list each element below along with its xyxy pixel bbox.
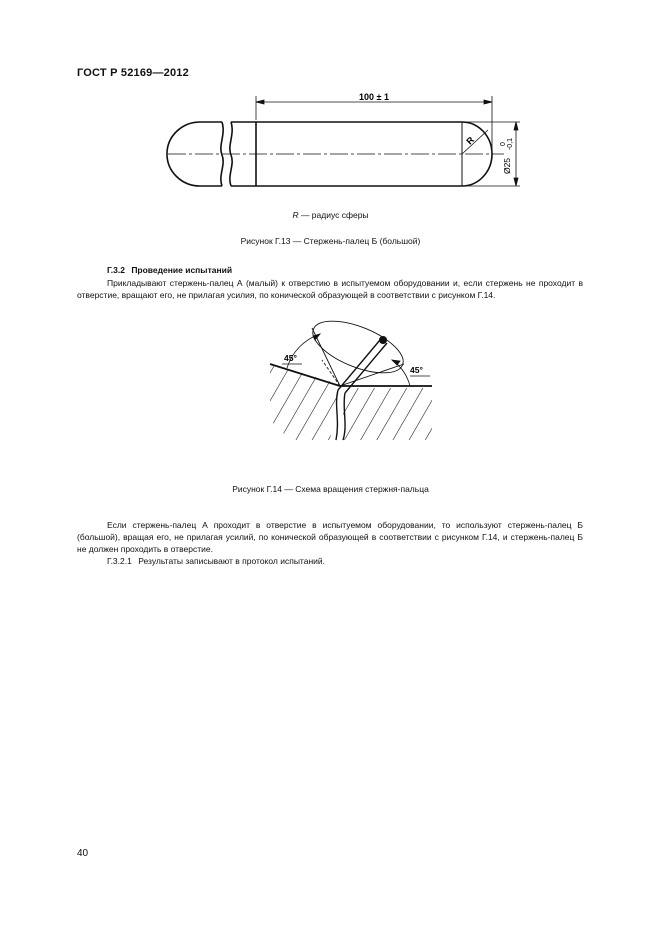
section-title: Проведение испытаний — [131, 265, 233, 275]
hatched-wall-bottom — [340, 388, 432, 440]
cone-base — [306, 318, 410, 384]
clause-3-2-1 — [107, 555, 325, 567]
angle-label-right: 45° — [410, 365, 423, 375]
paragraph-1 — [77, 277, 583, 301]
paragraph-2 — [77, 519, 583, 555]
paragraph-2-text: Если стержень-палец А проходит в отверстие в испытуемом оборудовании, то используют стержень-палец Б (большой), вращая его, не прилагая усилий, по конической образующей в соответствии с рисунком Г.14, и стержень-палец Б не должен проходить в отверстие. — [77, 520, 583, 554]
section-heading — [107, 265, 232, 275]
paragraph-1-text: Прикладывают стержень-палец А (малый) к отверстию в испытуемом оборудовании и, если стержень не проходит в отверстие, вращают его, не прилагая усилия, по конической образующей в соответствии с рисунком Г.14. — [77, 278, 583, 300]
clause-number: Г.3.2.1 — [107, 556, 132, 566]
legend-symbol: R — [292, 210, 299, 220]
document-header: ГОСТ Р 52169—2012 — [77, 67, 189, 79]
figure-13-caption: Рисунок Г.13 — Стержень-палец Б (большой) — [240, 236, 421, 246]
tolerance-lower: -0,1 — [507, 137, 514, 151]
figure-14-drawing — [262, 318, 442, 478]
figure-13-legend — [0, 210, 661, 220]
probe-rod — [338, 340, 380, 390]
figure-14-caption: Рисунок Г.14 — Схема вращения стержня-пальца — [232, 484, 429, 494]
clause-text: Результаты записывают в протокол испытаний. — [138, 556, 326, 566]
radius-label: R — [464, 134, 477, 147]
figure-13-drawing — [160, 88, 540, 198]
section-number: Г.3.2 — [107, 265, 125, 275]
page-number: 40 — [77, 848, 89, 859]
tolerance-upper: 0 — [500, 142, 507, 146]
dimension-length-label: 100 ± 1 — [359, 92, 389, 102]
diameter-label: Ø25 — [502, 157, 512, 175]
legend-text: — радиус сферы — [298, 210, 369, 220]
angle-label-left: 45° — [284, 353, 297, 363]
angle-arc-right — [392, 360, 410, 386]
